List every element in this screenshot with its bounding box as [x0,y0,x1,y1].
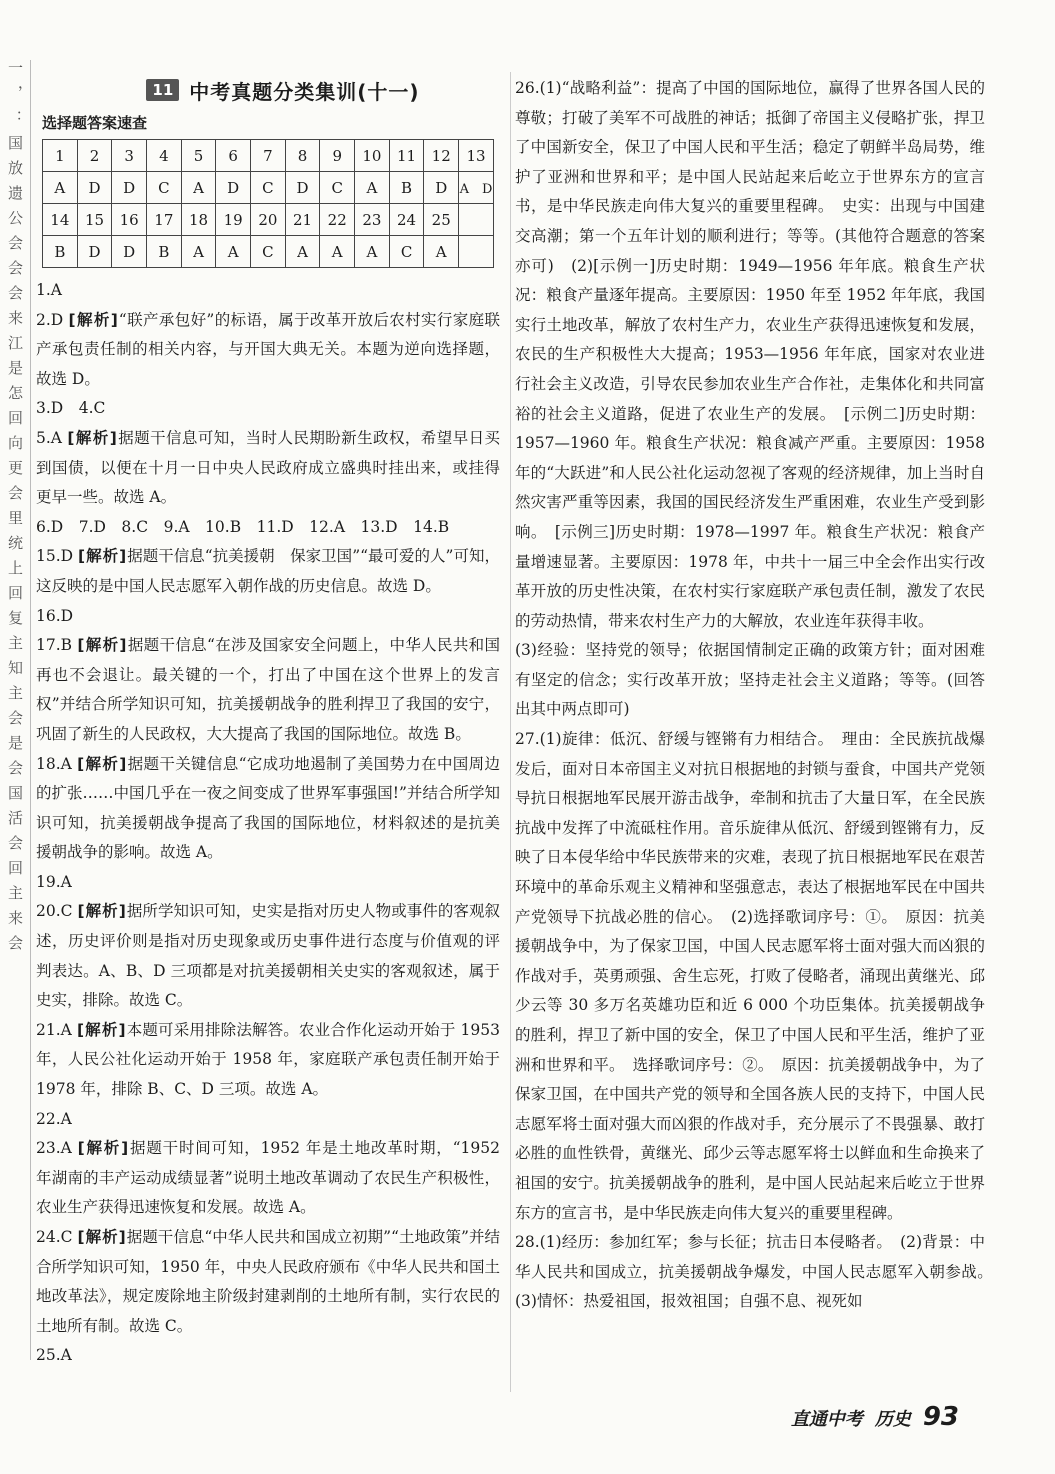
answer-item-text: “联产承包好”的标语，属于改革开放后农村实行家庭联产承包责任制的相关内容，与开国大典无关。本题为逆向选择题，故选 D。 [36,310,500,388]
answer-table-cell: D [285,172,320,204]
answer-table-cell: A [355,236,390,268]
answer-table-cell: 4 [147,140,182,172]
answer-table-cell: 2 [77,140,112,172]
answer-item-text: 1.A [36,281,62,299]
answer-item-text: 据题干信息“在涉及国家安全问题上，中华人民共和国再也不会退让。最关键的一个，打出了中国在这个世界上的发言权”并结合所学知识可知，抗美援朝战争的胜利捍卫了我国的安宁，巩固了新生的人民政权，大大提高了我国的国际地位。故选 B。 [36,636,501,743]
answer-table-cell: 20 [251,204,286,236]
answer-table-cell: 21 [285,204,320,236]
answer-item [36,1341,500,1371]
answer-paragraph: 26.(1)“战略利益”：提高了中国的国际地位，赢得了世界各国人民的尊敬；打破了美军不可战胜的神话；抵御了帝国主义侵略扩张，捍卫了中国新安全，保卫了中国人民和平生活；稳定了朝鲜半岛局势，维护了亚洲和世界和平；是中国人民站起来后屹立于世界东方的宣言书，是中华民族走向伟大复兴的重要里程碑。 史实：出现与中国建交高潮；第一个五年计划的顺利进行；等等。(其他符合题意的答案亦可) (2)[示例一]历史时期：1949—1956 年年底。粮食生产状况：粮食产量逐年提高。主要原因：1950 年至 1952 年年底，我国实行土地改革，解放了农村生产力，农业生产获得迅速恢复和发展，农民的生产积极性大大提高；1953—1956 年年底，国家对农业进行社会主义改造，引导农民参加农业生产合作社，走集体化和共同富裕的社会主义道路，促进了农业生产的发展。 [示例二]历史时期：1957—1960 年。粮食生产状况：粮食减产严重。主要原因：1958 年的“大跃进”和人民公社化运动忽视了客观的经济规律，加上当时自然灾害严重等因素，我国的国民经济发生严重困难，农业生产受到影响。 [示例三]历史时期：1978—1997 年。粮食生产状况：粮食产量增速显著。主要原因：1978 年，中共十一届三中全会作出实行改革开放的历史性决策，在农村实行家庭联产承包责任制，激发了农民的劳动热情，带来农村生产力的大解放，农业连年获得丰收。 [515,79,985,630]
answer-table-cell: D [112,236,147,268]
analysis-tag: [解析] [76,1020,127,1039]
answer-table-cell: C [320,172,355,204]
answer-item-text: 本题可采用排除法解答。农业合作化运动开始于 1953 年，人民公社化运动开始于 1958 年，家庭联产承包责任制开始于 1978 年，排除 B、C、D 三项。故选 A。 [36,1020,501,1099]
analysis-tag: [解析] [77,1228,127,1246]
section-title-text: 中考真题分类集训(十一) [189,79,420,104]
answer-table-cell: 5 [181,140,216,172]
answer-table-cell: 23 [355,204,390,236]
answer-table-cell: 1 [43,140,78,172]
section-title [66,76,500,104]
answer-table-cell: A [43,172,78,204]
answer-item [36,750,500,868]
answer-table-cell: 17 [147,204,182,236]
answer-item-text: 据题干信息可知，当时人民期盼新生政权，希望早日买到国债，以便在十月一日中央人民政府成立盛典时挂出来，或挂得更早一些。故选 A。 [36,428,500,507]
answer-table-cell: 9 [320,140,355,172]
answer-item [36,602,500,632]
answer-item [36,868,500,898]
answer-table-cell: 19 [216,204,251,236]
left-column [36,76,500,1371]
answer-table [42,139,494,268]
answer-table-cell: B [389,172,424,204]
answer-item [36,513,500,543]
binding-gutter-text: 一，：国放遗公会会会来江是怎回向更会里统上回复主知主会是会国活会回主来会 [6,60,24,960]
answer-table-cell: D [77,172,112,204]
answer-item-number: 15.D [36,547,79,566]
answer-item-text: 25.A [36,1346,72,1365]
answer-table-cell: D [216,172,251,204]
answer-table-cell: B [43,236,78,268]
answer-item-text: 22.A [36,1109,72,1128]
answer-item [36,542,500,601]
answer-item-text: 据题干时间可知，1952 年是土地改革时期，“1952 年湖南的丰产运动成绩显著”说明土地改革调动了农民生产积极性，农业生产获得迅速恢复和发展。故选 A。 [36,1139,500,1217]
answer-paragraph: (3)经验：坚持党的领导；依据国情制定正确的政策方针；面对困难有坚定的信念；实行改革开放；坚持走社会主义道路；等等。(回答出其中两点即可) [515,641,985,719]
answer-table-cell: 12 [424,140,459,172]
answer-item [36,1016,500,1105]
answer-table-cell: 15 [77,204,112,236]
answer-list [36,276,500,1371]
answer-table-cell [459,236,494,268]
answer-table-cell: D [112,172,147,204]
answer-table-cell: 11 [389,140,424,172]
analysis-tag: [解析] [77,902,127,921]
answer-item-number: 18.A [36,754,78,773]
page-footer [791,1402,959,1432]
answer-table-cell [459,204,494,236]
answer-item-text: 6.D 7.D 8.C 9.A 10.B 11.D 12.A 13.D 14.B [36,517,450,536]
answer-item-text: 16.D [36,606,74,625]
footer-subject: 历史 [874,1409,911,1430]
answer-table-cell: 14 [43,204,78,236]
answer-table-row-answers-2 [43,236,494,268]
answer-table-cell: C [251,172,286,204]
answer-table-cell: 13 [459,140,494,172]
answer-item [36,1105,500,1135]
answer-table-cell: A [181,236,216,268]
analysis-tag: [解析] [68,310,119,329]
answer-table-cell: 10 [355,140,390,172]
answer-table-cell: A D [459,172,494,204]
answer-table-cell: C [147,172,182,204]
footer-book-title: 直通中考 [790,1409,863,1430]
answer-item [36,897,500,1015]
answer-item-text: 19.A [36,872,72,891]
answer-table-cell: 8 [285,140,320,172]
analysis-tag: [解析] [77,636,128,655]
analysis-tag: [解析] [67,428,118,447]
answer-item-number: 21.A [36,1020,77,1039]
answer-item-text: 据题干信息“中华人民共和国成立初期”“土地政策”并结合所学知识可知，1950 年，中央人民政府颁布《中华人民共和国土地改革法》，规定废除地主阶级封建剥削的土地所有制，实行农民的土地所有制。故选 C。 [36,1228,501,1335]
answer-table-cell: D [424,172,459,204]
section-number-badge: 11 [146,79,179,101]
answer-table-row-answers-1 [43,172,494,204]
column-divider [510,72,511,1392]
answer-table-cell: D [77,236,112,268]
answer-paragraphs [515,74,1001,1317]
answer-item-number: 24.C [36,1228,78,1246]
answer-table-cell: A [424,236,459,268]
answer-table-row-numbers-1 [43,140,494,172]
answer-item-text: 据题干信息“抗美援朝 保家卫国”“最可爱的人”可知，这反映的是中国人民志愿军入朝作战的历史信息。故选 D。 [36,547,500,595]
answer-item [36,631,500,749]
page-number: 93 [922,1402,959,1432]
answer-table-cell: 3 [112,140,147,172]
answer-table-cell: A [355,172,390,204]
answer-item-text: 据所学知识可知，史实是指对历史人物或事件的客观叙述，历史评价则是指对历史现象或历史事件进行态度与价值观的评判表达。A、B、D 三项都是对抗美援朝相关史实的客观叙述，属于史实，排除。故选 C。 [36,902,501,1010]
answer-table-cell: 7 [251,140,286,172]
answer-table-cell: B [147,236,182,268]
answer-item [36,1223,500,1341]
answer-table-cell: A [285,236,320,268]
answer-item-number: 20.C [36,902,78,921]
answer-item-text: 3.D 4.C [36,399,106,418]
answer-table-cell: A [320,236,355,268]
answer-item-text: 据题干关键信息“它成功地遏制了美国势力在中国周边的扩张……中国几乎在一夜之间变成了世界军事强国!”并结合所学知识可知，抗美援朝战争提高了我国的国际地位，材料叙述的是抗美援朝战争的影响。故选 A。 [36,754,500,862]
analysis-tag: [解析] [77,754,128,773]
answer-table-heading: 选择题答案速查 [42,114,148,132]
answer-item-number: 23.A [36,1139,78,1158]
answer-table-cell: 16 [112,204,147,236]
answer-table-row-numbers-2 [43,204,494,236]
answer-table-cell: 22 [320,204,355,236]
analysis-tag: [解析] [77,1139,130,1158]
answer-item-number: 17.B [36,636,78,655]
answer-item [36,424,500,513]
answer-item [36,306,500,395]
answer-item-number: 5.A [36,428,68,447]
answer-item-number: 2.D [36,310,69,329]
right-column [515,76,1001,1317]
answer-table-cell: A [216,236,251,268]
answer-item [36,1134,500,1223]
answer-table-cell: C [251,236,286,268]
answer-item [36,276,500,306]
answer-paragraph: 28.(1)经历：参加红军；参与长征；抗击日本侵略者。 (2)背景：中华人民共和国成立，抗美援朝战争爆发，中国人民志愿军入朝参战。 (3)情怀：热爱祖国，报效祖国；自强不息、视死如 [515,1233,1001,1311]
answer-table-cell: C [389,236,424,268]
answer-table-cell: 18 [181,204,216,236]
answer-item [36,394,500,424]
answer-table-cell: 6 [216,140,251,172]
answer-paragraph: 27.(1)旋律：低沉、舒缓与铿锵有力相结合。 理由：全民族抗战爆发后，面对日本帝国主义对抗日根据地的封锁与蚕食，中国共产党领导抗日根据地军民展开游击战争，牵制和抗击了大量日军，在全民族抗战中发挥了中流砥柱作用。音乐旋律从低沉、舒缓到铿锵有力，反映了日本侵华给中华民族带来的灾难，表现了抗日根据地军民在艰苦环境中的革命乐观主义精神和坚强意志，表达了根据地军民在中国共产党领导下抗战必胜的信心。 (2)选择歌词序号：①。 原因：抗美援朝战争中，为了保家卫国，中国人民志愿军将士面对强大而凶狠的作战对手，英勇顽强、舍生忘死，打败了侵略者，涌现出黄继光、邱少云等 30 多万名英雄功臣和近 6 000 个功臣集体。抗美援朝战争的胜利，捍卫了新中国的安全，保卫了中国人民和平生活，维护了亚洲和世界和平。 选择歌词序号：②。 原因：抗美援朝战争中，为了保家卫国，在中国共产党的领导和全国各族人民的支持下，中国人民志愿军将士面对强大而凶狠的作战对手，充分展示了不畏强暴、敢打必胜的血性铁骨，黄继光、邱少云等志愿军将士以鲜血和生命换来了祖国的安宁。抗美援朝战争的胜利，是中国人民站起来后屹立于世界东方的宣言书，是中华民族走向伟大复兴的重要里程碑。 [515,730,985,1222]
gutter-divider [30,60,31,1360]
answer-table-cell: A [181,172,216,204]
analysis-tag: [解析] [78,547,128,566]
answer-table-cell: 25 [424,204,459,236]
answer-table-cell: 24 [389,204,424,236]
